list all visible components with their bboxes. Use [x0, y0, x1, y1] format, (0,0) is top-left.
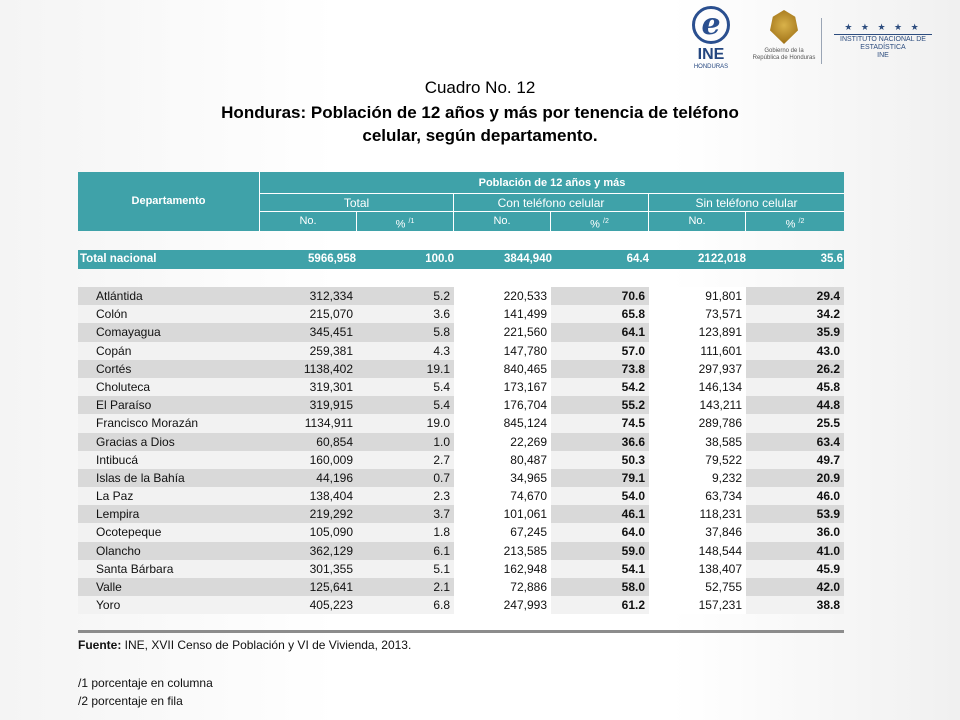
- cell-total-no: 312,334: [260, 287, 357, 305]
- cell-sin-pct: 29.4: [746, 287, 844, 305]
- cell-con-pct: 50.3: [551, 451, 649, 469]
- cell-con-no: 220,533: [454, 287, 551, 305]
- department-name: Atlántida: [78, 287, 260, 305]
- cell-total-no: 44,196: [260, 469, 357, 487]
- table-row: [78, 451, 844, 469]
- department-rows: [78, 287, 844, 614]
- cell-total-no: 60,854: [260, 433, 357, 451]
- cell-total-no: 1138,402: [260, 360, 357, 378]
- table-row: [78, 505, 844, 523]
- cell-total-pct: 5.8: [357, 323, 454, 341]
- cell-total-pct: 2.1: [357, 578, 454, 596]
- cell-total-no: 138,404: [260, 487, 357, 505]
- government-logo-line1: Gobierno de la: [764, 48, 804, 54]
- table-row: [78, 578, 844, 596]
- department-name: Comayagua: [78, 323, 260, 341]
- table-row: [78, 596, 844, 614]
- cell-total-pct: 5.1: [357, 560, 454, 578]
- cell-sin-pct: 45.8: [746, 378, 844, 396]
- header-con-pct: [551, 212, 649, 231]
- cell-con-no: 173,167: [454, 378, 551, 396]
- cell-total-pct: 6.1: [357, 542, 454, 560]
- cell-sin-no: 123,891: [649, 323, 746, 341]
- cell-sin-no: 63,734: [649, 487, 746, 505]
- cell-sin-no: 79,522: [649, 451, 746, 469]
- cell-sin-no: 148,544: [649, 542, 746, 560]
- department-name: Colón: [78, 305, 260, 323]
- table-row: [78, 396, 844, 414]
- cell-total-pct: 4.3: [357, 342, 454, 360]
- cell-total-no: 301,355: [260, 560, 357, 578]
- cell-con-pct: 70.6: [551, 287, 649, 305]
- cell-con-no: 162,948: [454, 560, 551, 578]
- cell-con-pct: 54.0: [551, 487, 649, 505]
- cell-con-pct: 55.2: [551, 396, 649, 414]
- logo-divider: [821, 18, 822, 64]
- ine-logo-sub: HONDURAS: [693, 64, 729, 70]
- cell-sin-pct: 25.5: [746, 414, 844, 432]
- cell-con-no: 141,499: [454, 305, 551, 323]
- table-row: [78, 469, 844, 487]
- cell-con-no: 147,780: [454, 342, 551, 360]
- total-con-no: 3844,940: [504, 253, 552, 265]
- total-sin-pct: 35.6: [820, 253, 843, 265]
- cell-sin-no: 118,231: [649, 505, 746, 523]
- table-row: [78, 305, 844, 323]
- cell-con-no: 34,965: [454, 469, 551, 487]
- cell-total-pct: 19.0: [357, 414, 454, 432]
- total-con-pct: 64.4: [626, 253, 649, 265]
- total-total-no: 5966,958: [308, 253, 356, 265]
- total-label: Total nacional: [80, 253, 157, 265]
- department-name: El Paraíso: [78, 396, 260, 414]
- department-name: Francisco Morazán: [78, 414, 260, 432]
- cell-total-no: 362,129: [260, 542, 357, 560]
- cell-con-pct: 73.8: [551, 360, 649, 378]
- cell-total-no: 405,223: [260, 596, 357, 614]
- cell-con-no: 67,245: [454, 523, 551, 541]
- department-name: Copán: [78, 342, 260, 360]
- cell-total-pct: 5.2: [357, 287, 454, 305]
- cell-total-no: 125,641: [260, 578, 357, 596]
- cell-total-no: 319,915: [260, 396, 357, 414]
- cell-total-pct: 1.0: [357, 433, 454, 451]
- government-logo: [752, 10, 816, 68]
- cell-sin-pct: 53.9: [746, 505, 844, 523]
- cell-sin-pct: 63.4: [746, 433, 844, 451]
- institute-logo-rule: [834, 34, 932, 35]
- cell-con-pct: 59.0: [551, 542, 649, 560]
- government-logo-text: [752, 48, 816, 62]
- cell-con-pct: 46.1: [551, 505, 649, 523]
- cell-sin-no: 138,407: [649, 560, 746, 578]
- cell-sin-no: 38,585: [649, 433, 746, 451]
- header-sin-pct-sup: /2: [798, 218, 805, 225]
- department-name: Islas de la Bahía: [78, 469, 260, 487]
- cell-con-no: 845,124: [454, 414, 551, 432]
- institute-logo-line1: INSTITUTO NACIONAL DE: [840, 36, 926, 43]
- cell-con-pct: 64.1: [551, 323, 649, 341]
- header-sin-pct-label: %: [785, 218, 796, 231]
- cell-sin-no: 157,231: [649, 596, 746, 614]
- cell-total-no: 259,381: [260, 342, 357, 360]
- cell-con-pct: 36.6: [551, 433, 649, 451]
- table-row: [78, 560, 844, 578]
- department-name: Gracias a Dios: [78, 433, 260, 451]
- cell-sin-pct: 26.2: [746, 360, 844, 378]
- cell-sin-pct: 49.7: [746, 451, 844, 469]
- header-group-sin: Sin teléfono celular: [649, 194, 844, 212]
- cell-sin-no: 111,601: [649, 342, 746, 360]
- source-label: Fuente:: [78, 638, 122, 652]
- cell-sin-pct: 41.0: [746, 542, 844, 560]
- cell-con-no: 247,993: [454, 596, 551, 614]
- header-total-pct-sup: /1: [408, 218, 415, 225]
- header-con-no: No.: [454, 212, 551, 231]
- cell-sin-pct: 38.8: [746, 596, 844, 614]
- total-row: [78, 250, 844, 269]
- header-con-pct-sup: /2: [603, 218, 609, 225]
- cell-total-pct: 0.7: [357, 469, 454, 487]
- cell-sin-pct: 36.0: [746, 523, 844, 541]
- header-sin-no: No.: [649, 212, 746, 231]
- cell-total-pct: 2.7: [357, 451, 454, 469]
- cell-total-no: 215,070: [260, 305, 357, 323]
- cell-con-no: 221,560: [454, 323, 551, 341]
- cell-total-no: 105,090: [260, 523, 357, 541]
- cell-total-pct: 6.8: [357, 596, 454, 614]
- header-total-pct: [357, 212, 454, 231]
- cell-sin-pct: 45.9: [746, 560, 844, 578]
- header-departamento: Departamento: [78, 172, 260, 231]
- table-row: [78, 360, 844, 378]
- cell-sin-pct: 20.9: [746, 469, 844, 487]
- cell-con-pct: 54.1: [551, 560, 649, 578]
- institute-logo-line2: ESTADÍSTICA: [860, 44, 906, 51]
- cell-total-no: 219,292: [260, 505, 357, 523]
- cell-total-pct: 19.1: [357, 360, 454, 378]
- cell-sin-no: 91,801: [649, 287, 746, 305]
- cell-sin-no: 73,571: [649, 305, 746, 323]
- cell-con-no: 80,487: [454, 451, 551, 469]
- cell-con-no: 22,269: [454, 433, 551, 451]
- cell-total-pct: 1.8: [357, 523, 454, 541]
- cell-con-no: 176,704: [454, 396, 551, 414]
- department-name: La Paz: [78, 487, 260, 505]
- table-row: [78, 287, 844, 305]
- cell-con-pct: 61.2: [551, 596, 649, 614]
- cell-con-pct: 58.0: [551, 578, 649, 596]
- total-sin-no: 2122,018: [698, 253, 746, 265]
- coat-of-arms-icon: [770, 10, 798, 44]
- header-sin-pct: [746, 212, 844, 231]
- cell-sin-pct: 35.9: [746, 323, 844, 341]
- source-note: [78, 638, 411, 652]
- cell-con-no: 213,585: [454, 542, 551, 560]
- cell-sin-no: 297,937: [649, 360, 746, 378]
- cell-total-no: 319,301: [260, 378, 357, 396]
- table-row: [78, 378, 844, 396]
- department-name: Cortés: [78, 360, 260, 378]
- cell-con-no: 840,465: [454, 360, 551, 378]
- table-row: [78, 487, 844, 505]
- table-number: Cuadro No. 12: [424, 78, 536, 97]
- table-row: [78, 433, 844, 451]
- cell-con-no: 72,886: [454, 578, 551, 596]
- department-name: Ocotepeque: [78, 523, 260, 541]
- cell-sin-pct: 34.2: [746, 305, 844, 323]
- cell-sin-pct: 42.0: [746, 578, 844, 596]
- cell-con-pct: 65.8: [551, 305, 649, 323]
- note-column-pct: /1 porcentaje en columna: [78, 676, 213, 690]
- cell-sin-no: 143,211: [649, 396, 746, 414]
- department-name: Santa Bárbara: [78, 560, 260, 578]
- stars-icon: ★ ★ ★ ★ ★: [844, 22, 922, 32]
- institute-logo-line3: INE: [877, 52, 889, 59]
- table-title-line2: celular, según departamento.: [362, 126, 598, 145]
- cell-sin-pct: 43.0: [746, 342, 844, 360]
- department-name: Intibucá: [78, 451, 260, 469]
- cell-con-pct: 57.0: [551, 342, 649, 360]
- cell-con-pct: 79.1: [551, 469, 649, 487]
- table-row: [78, 342, 844, 360]
- government-logo-line2: República de Honduras: [752, 55, 816, 61]
- header-poblacion: Población de 12 años y más: [260, 172, 844, 194]
- cell-sin-no: 37,846: [649, 523, 746, 541]
- cell-total-no: 160,009: [260, 451, 357, 469]
- table-header: [78, 172, 844, 231]
- total-total-pct: 100.0: [425, 253, 454, 265]
- cell-total-pct: 3.6: [357, 305, 454, 323]
- header-group-total: Total: [260, 194, 454, 212]
- cell-total-pct: 5.4: [357, 378, 454, 396]
- cell-total-no: 345,451: [260, 323, 357, 341]
- ine-e-icon: e: [692, 6, 730, 44]
- department-name: Yoro: [78, 596, 260, 614]
- table-row: [78, 523, 844, 541]
- footer-rule: [78, 630, 844, 633]
- table-row: [78, 323, 844, 341]
- cell-sin-no: 146,134: [649, 378, 746, 396]
- cell-total-pct: 2.3: [357, 487, 454, 505]
- table-row: [78, 414, 844, 432]
- cell-sin-no: 52,755: [649, 578, 746, 596]
- header-con-pct-label: %: [590, 218, 600, 231]
- cell-sin-pct: 46.0: [746, 487, 844, 505]
- header-group-con: Con teléfono celular: [454, 194, 649, 212]
- table-title-line1: Honduras: Población de 12 años y más por tenencia de teléfono: [221, 103, 739, 122]
- ine-logo-name: INE: [697, 46, 725, 63]
- institute-logo: [828, 22, 938, 66]
- cell-total-pct: 5.4: [357, 396, 454, 414]
- department-name: Lempira: [78, 505, 260, 523]
- cell-con-no: 101,061: [454, 505, 551, 523]
- header-total-pct-label: %: [395, 218, 406, 231]
- table-row: [78, 542, 844, 560]
- cell-sin-no: 289,786: [649, 414, 746, 432]
- ine-logo: [688, 6, 734, 72]
- cell-total-no: 1134,911: [260, 414, 357, 432]
- cell-total-pct: 3.7: [357, 505, 454, 523]
- source-text: INE, XVII Censo de Población y VI de Vivienda, 2013.: [121, 638, 412, 652]
- cell-sin-no: 9,232: [649, 469, 746, 487]
- cell-con-pct: 64.0: [551, 523, 649, 541]
- cell-con-no: 74,670: [454, 487, 551, 505]
- header-total-no: No.: [260, 212, 357, 231]
- department-name: Choluteca: [78, 378, 260, 396]
- note-row-pct: /2 porcentaje en fila: [78, 694, 183, 708]
- cell-sin-pct: 44.8: [746, 396, 844, 414]
- department-name: Valle: [78, 578, 260, 596]
- cell-con-pct: 54.2: [551, 378, 649, 396]
- department-name: Olancho: [78, 542, 260, 560]
- cell-con-pct: 74.5: [551, 414, 649, 432]
